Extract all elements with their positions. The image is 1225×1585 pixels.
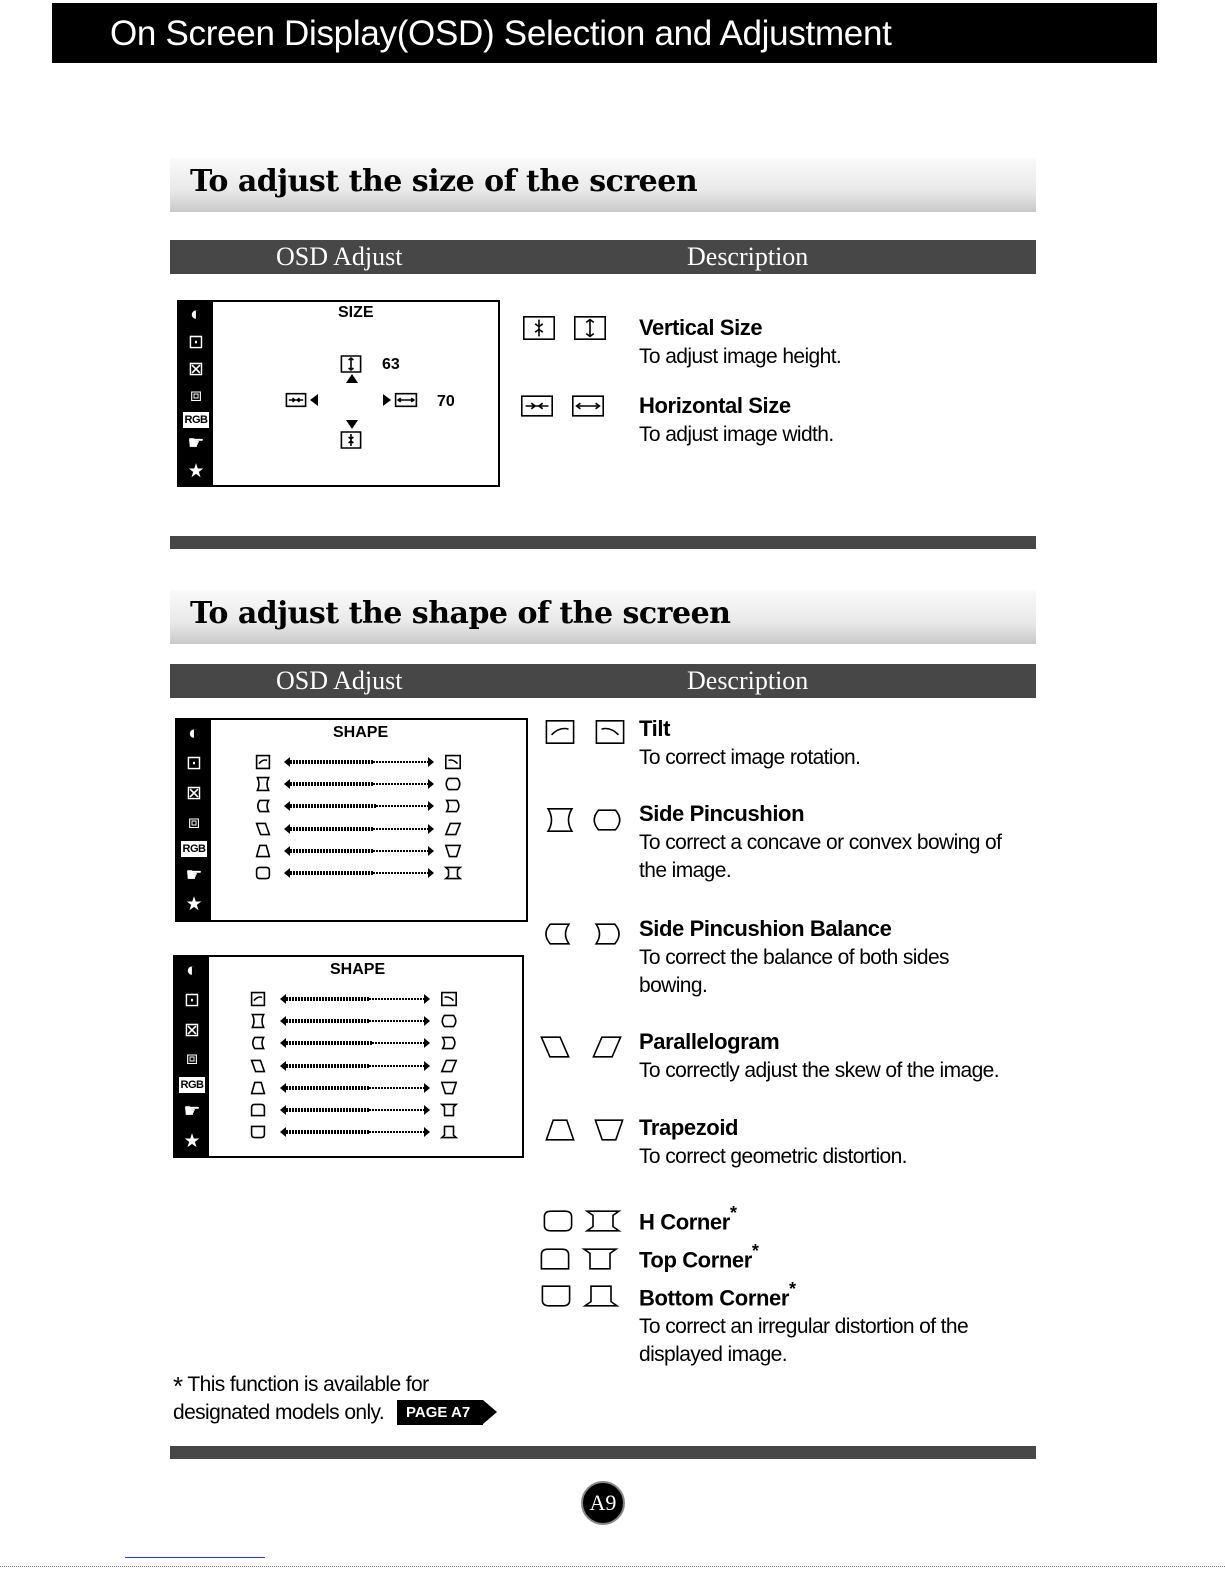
item-description: To adjust image width. [639, 423, 834, 446]
para-left-icon [250, 1058, 266, 1074]
position-icon[interactable]: ⊡ [184, 990, 200, 1012]
page-title: On Screen Display(OSD) Selection and Adjustment [52, 3, 1157, 63]
tilt-right-icon [440, 991, 458, 1007]
item-title [639, 716, 670, 742]
page-a7-link[interactable]: PAGE A7 [397, 1400, 483, 1425]
shape-slider[interactable] [280, 997, 430, 1001]
shape-slider[interactable] [284, 827, 434, 831]
osd-shape-panel [175, 718, 528, 922]
asterisk: * [729, 1203, 737, 1223]
pincushion-icon [543, 806, 577, 834]
shape-slider[interactable] [280, 1086, 430, 1090]
item-description: To adjust image height. [639, 345, 842, 368]
balance-right-icon [591, 920, 625, 948]
table-header-size [170, 240, 1036, 274]
page-number: A9 [581, 1481, 625, 1525]
item-title [639, 1115, 738, 1141]
trap-top-icon [250, 1080, 266, 1096]
slider-track [369, 1087, 424, 1089]
item-title-text: Parallelogram [639, 1029, 780, 1054]
para-right-icon [444, 821, 462, 837]
rgb-icon[interactable]: RGB [184, 413, 208, 426]
trap-top-icon [255, 843, 271, 859]
para-left-icon [538, 1033, 572, 1061]
slider-track [373, 872, 428, 874]
slider-fill [286, 997, 369, 1001]
item-title: Vertical Size [639, 315, 763, 340]
footnote [173, 1368, 429, 1427]
rgb-icon[interactable]: RGB [182, 842, 206, 855]
slider-track [373, 783, 428, 785]
star-icon[interactable]: ★ [183, 1130, 201, 1152]
table-header-shape [170, 664, 1036, 698]
slider-fill [286, 1019, 369, 1023]
para-right-icon [590, 1033, 624, 1061]
item-title: Horizontal Size [639, 393, 791, 418]
divider [170, 1446, 1036, 1459]
slider-track [373, 828, 428, 830]
barrel-icon [440, 1013, 458, 1029]
item-title [639, 916, 891, 942]
asterisk: * [173, 1371, 183, 1401]
special-hand-icon[interactable]: ☛ [183, 1100, 201, 1122]
tilt-right-icon [593, 718, 627, 746]
slider-fill [290, 804, 376, 808]
item-title-text: Bottom Corner [639, 1285, 790, 1311]
slider-fill [286, 1108, 369, 1112]
osd-title: SIZE [338, 304, 374, 321]
slider-track [372, 1042, 424, 1044]
pincushion-icon [255, 776, 271, 792]
osd-size-panel [177, 300, 500, 487]
item-description: displayed image. [639, 1343, 787, 1366]
up-arrow-icon[interactable] [346, 374, 358, 383]
right-arrow-icon[interactable] [383, 394, 391, 406]
round-top-icon [538, 1245, 572, 1273]
top-corner-icon [580, 1245, 620, 1273]
round-top-icon [250, 1102, 266, 1118]
size-icon[interactable]: ⊠ [184, 1019, 200, 1041]
slider-fill [286, 1086, 369, 1090]
brightness-icon[interactable]: ◐ [186, 960, 198, 982]
shape-icon[interactable]: ⧈ [187, 811, 201, 833]
bottom-corner-icon [581, 1282, 621, 1310]
footnote-line2: designated models only. [173, 1401, 385, 1424]
shape-slider[interactable] [284, 760, 434, 764]
horizontal-shrink-icon [518, 392, 556, 420]
page-edge [0, 1566, 1225, 1568]
shape-slider[interactable] [284, 849, 434, 853]
para-left-icon [255, 821, 271, 837]
slider-fill [290, 827, 373, 831]
item-title-text: Side Pincushion Balance [639, 916, 892, 941]
rounded-icon [541, 1207, 575, 1235]
item-title [639, 1205, 737, 1235]
slider-right-arrow-icon[interactable] [424, 1105, 430, 1115]
tilt-right-icon [444, 754, 462, 770]
left-arrow-icon[interactable] [310, 394, 318, 406]
item-title [639, 1243, 759, 1273]
shape-icon[interactable]: ⧈ [185, 1048, 199, 1070]
star-icon[interactable]: ★ [185, 894, 203, 916]
vertical-size-icon [339, 354, 363, 374]
bottom-corner-icon [440, 1124, 458, 1140]
tilt-left-icon [250, 991, 266, 1007]
item-title-text: Top Corner [639, 1247, 752, 1273]
slider-fill [290, 849, 373, 853]
h-corner-icon [444, 865, 462, 881]
item-title [639, 1029, 779, 1055]
shape-slider[interactable] [284, 804, 434, 808]
osd-adjust-header: OSD Adjust [276, 242, 403, 271]
rgb-icon[interactable]: RGB [180, 1079, 204, 1092]
slider-right-arrow-icon[interactable] [428, 757, 434, 767]
item-description: To correct image rotation. [639, 746, 861, 769]
footnote-line1: This function is available for [187, 1373, 429, 1396]
slider-right-arrow-icon[interactable] [428, 846, 434, 856]
shape-slider[interactable] [280, 1064, 430, 1068]
item-title [639, 1281, 796, 1311]
shape-slider[interactable] [280, 1108, 430, 1112]
horizontal-expand-icon [569, 392, 607, 420]
top-corner-icon [440, 1102, 458, 1118]
vertical-shrink-icon [339, 430, 363, 450]
balance-right-icon [444, 798, 462, 814]
item-description: To correct the balance of both sides [639, 946, 949, 969]
barrel-icon [590, 806, 624, 834]
slider-right-arrow-icon[interactable] [428, 779, 434, 789]
h-corner-icon [583, 1207, 623, 1235]
slider-track [369, 1065, 424, 1067]
horizontal-shrink-icon [284, 391, 308, 409]
link-underline [125, 1557, 265, 1558]
size-icon[interactable]: ⊠ [188, 359, 204, 381]
shape-slider[interactable] [280, 1130, 430, 1134]
position-icon[interactable]: ⊡ [186, 753, 202, 775]
slider-right-arrow-icon[interactable] [424, 1061, 430, 1071]
slider-track [376, 805, 428, 807]
item-title-text: Side Pincushion [639, 801, 805, 826]
slider-right-arrow-icon[interactable] [428, 824, 434, 834]
asterisk: * [789, 1279, 796, 1299]
slider-right-arrow-icon[interactable] [424, 1016, 430, 1026]
osd-sidebar [175, 957, 209, 1156]
shape-slider[interactable] [280, 1019, 430, 1023]
slider-fill [286, 1041, 372, 1045]
balance-left-icon [255, 798, 271, 814]
item-title [639, 801, 804, 827]
special-hand-icon[interactable]: ☛ [187, 433, 205, 455]
item-description: bowing. [639, 974, 708, 997]
description-header: Description [687, 242, 809, 271]
rounded-icon [255, 865, 271, 881]
item-description: To correctly adjust the skew of the image. [639, 1059, 999, 1082]
trap-bottom-icon [444, 843, 462, 859]
down-arrow-icon[interactable] [346, 420, 358, 429]
osd-adjust-header: OSD Adjust [276, 666, 403, 695]
slider-track [369, 1131, 424, 1133]
special-hand-icon[interactable]: ☛ [185, 864, 203, 886]
slider-fill [290, 782, 373, 786]
description-header: Description [687, 666, 809, 695]
slider-right-arrow-icon[interactable] [424, 1038, 430, 1048]
slider-fill [286, 1064, 369, 1068]
pincushion-icon [250, 1013, 266, 1029]
slider-right-arrow-icon[interactable] [424, 994, 430, 1004]
divider [170, 536, 1036, 549]
shape-slider[interactable] [280, 1041, 430, 1045]
tilt-left-icon [255, 754, 271, 770]
shape-slider[interactable] [284, 871, 434, 875]
trap-bottom-icon [440, 1080, 458, 1096]
slider-fill [290, 760, 373, 764]
asterisk: * [751, 1241, 759, 1261]
size-icon[interactable]: ⊠ [186, 783, 202, 805]
item-description: To correct geometric distortion. [639, 1145, 907, 1168]
section-heading-size: To adjust the size of the screen [170, 158, 1036, 212]
slider-fill [286, 1130, 369, 1134]
trap-top-icon [543, 1116, 577, 1144]
item-description: To correct a concave or convex bowing of [639, 831, 1002, 854]
slider-right-arrow-icon[interactable] [424, 1127, 430, 1137]
para-right-icon [440, 1058, 458, 1074]
barrel-icon [444, 776, 462, 792]
osd-shape-panel-extended [173, 955, 524, 1158]
trap-bottom-icon [592, 1116, 626, 1144]
osd-title: SHAPE [333, 724, 389, 741]
slider-right-arrow-icon[interactable] [424, 1083, 430, 1093]
vertical-shrink-icon [520, 314, 558, 342]
horizontal-size-value: 70 [437, 393, 455, 410]
slider-right-arrow-icon[interactable] [428, 868, 434, 878]
slider-fill [290, 871, 373, 875]
star-icon[interactable]: ★ [187, 460, 205, 482]
shape-slider[interactable] [284, 782, 434, 786]
brightness-icon[interactable]: ◐ [190, 304, 202, 326]
position-icon[interactable]: ⊡ [188, 331, 204, 353]
brightness-icon[interactable]: ◐ [188, 723, 200, 745]
osd-sidebar [177, 720, 211, 920]
vertical-expand-icon [571, 314, 609, 342]
slider-track [369, 1109, 424, 1111]
item-description: To correct an irregular distortion of the [639, 1315, 969, 1338]
shape-icon[interactable]: ⧈ [189, 385, 203, 407]
tilt-left-icon [543, 718, 577, 746]
item-title-text: Trapezoid [639, 1115, 739, 1140]
round-bottom-icon [539, 1282, 573, 1310]
slider-track [373, 850, 428, 852]
section-heading-shape: To adjust the shape of the screen [170, 590, 1036, 644]
item-description: the image. [639, 859, 732, 882]
osd-title: SHAPE [330, 961, 386, 978]
balance-left-icon [540, 920, 574, 948]
balance-left-icon [250, 1035, 266, 1051]
slider-right-arrow-icon[interactable] [428, 801, 434, 811]
osd-sidebar [179, 302, 213, 485]
vertical-size-value: 63 [382, 356, 400, 373]
horizontal-expand-icon [393, 391, 419, 409]
balance-right-icon [440, 1035, 458, 1051]
item-title-text: Tilt [639, 716, 670, 741]
slider-track [373, 761, 428, 763]
slider-track [369, 998, 424, 1000]
round-bottom-icon [250, 1124, 266, 1140]
item-title-text: H Corner [639, 1209, 730, 1235]
slider-track [369, 1020, 424, 1022]
